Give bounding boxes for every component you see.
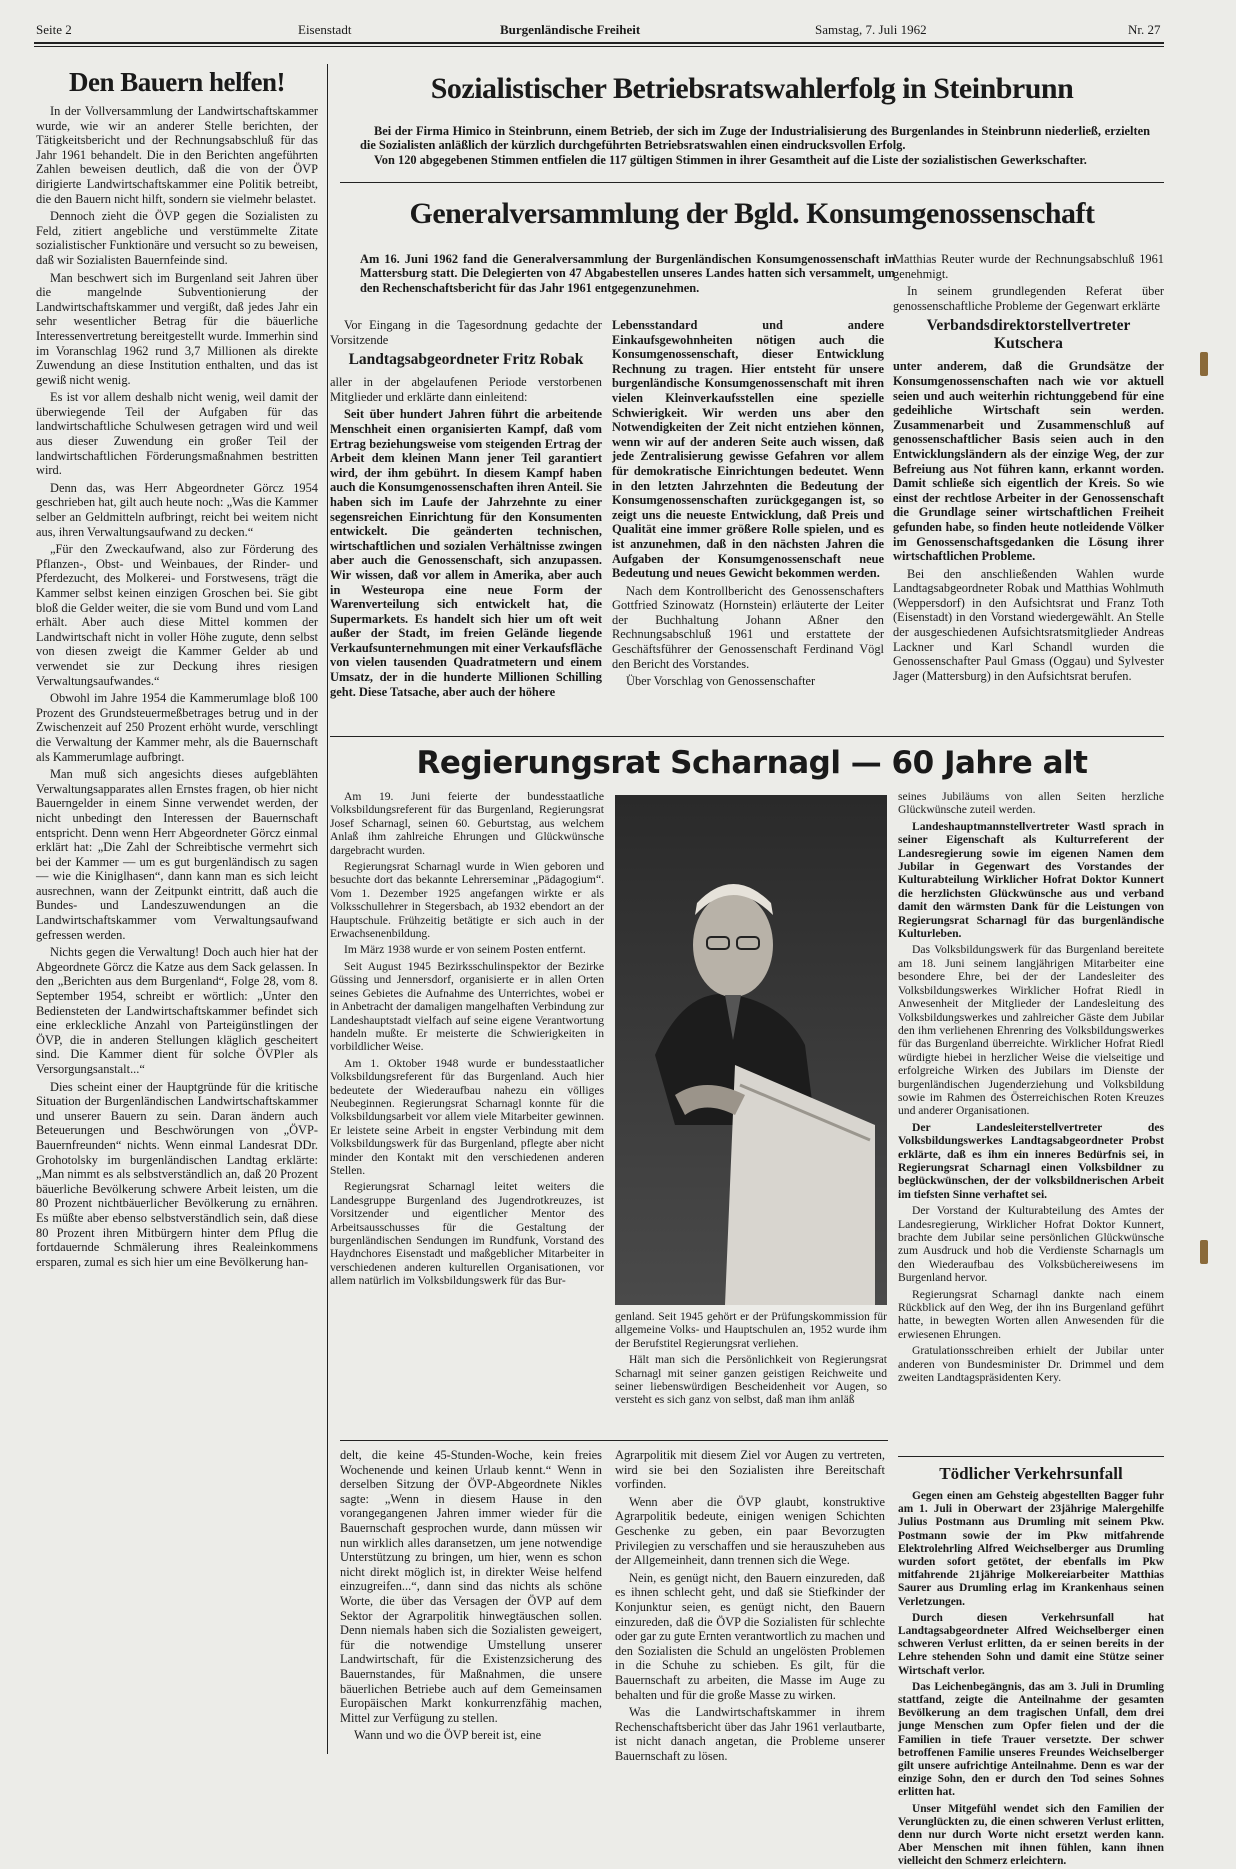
scharnagl-col-1 (330, 790, 604, 1288)
paragraph: Der Vorstand der Kulturabteilung des Amtes der Landesregierung, Wirklicher Hofrat Doktor Kunnert, brachte dem Jubilar seine persönlichen Glückwünsche zum Ausdruck und hob die Verdienste Scharnagls um den Wiederaufbau des Volksbüchereiwesens im Burgenland hervor. (898, 1204, 1164, 1285)
scharnagl-col-2 (615, 1310, 887, 1430)
paragraph: Über Vorschlag von Genossenschafter (626, 674, 816, 689)
paragraph: Hält man sich die Persönlichkeit von Regierungsrat Scharnagl mit seiner ganzen geistigen Reichweite und seiner liebenswürdigen Bescheidenheit vor Augen, so versteht es sich ganz von selbst, daß man ihm anläß (615, 1353, 887, 1407)
paragraph-bold: Unser Mitgefühl wendet sich den Familien der Verunglückten zu, die einen schweren Verlust erlitten, denn nur durch Worte nicht ersetzt werden kann. Aber Menschen mit ihnen fühlen, kann ihnen vielleicht den Schmerz erleichtern. (898, 1802, 1164, 1868)
paragraph: Dennoch zieht die ÖVP gegen die Sozialisten zu Feld, zitiert angebliche und verstümmelte Zitate sozialistischer Funktionäre und versucht so zu beweisen, daß wir Sozialisten Bauernfeinde sind. (36, 209, 318, 267)
konsum-col-3 (893, 252, 1164, 733)
paragraph-bold: unter anderem, daß die Grundsätze der Konsumgenossenschaften nach wie vor aktuell seien und auch weiterhin richtunggebend für eine gedeihliche Wirtschaft sein werden. Zusammenarbeit und Zusammenschluß auf genossenschaftlicher Basis seien auch in den Entwicklungsländern als der einzige Weg, der zur Befreiung aus Not führen kann, erkannt worden. Damit schließe sich eigentlich der Kreis. So wie einst der rechtlose Arbeiter in der Genossenschaft die Grundlage seiner wirtschaftlichen Freiheit gefunden habe, so finden heute notleidende Völker im Genossenschaftsgedanken die Lösung ihrer wirtschaftlichen Probleme. (893, 359, 1164, 564)
section-rule (898, 1456, 1164, 1457)
section-rule (330, 736, 1164, 737)
paragraph: Obwohl im Jahre 1954 die Kammerumlage bloß 100 Prozent des Grundsteuermeßbetrages betrug und in der Zwischenzeit auf 250 Prozent erhöht wurde, verschlingt die Verwaltung der Kammer mehr, als die Bauernschaft als Kammerumlage aufbringt. (36, 691, 318, 764)
header-rule (34, 42, 1164, 44)
paragraph: genland. Seit 1945 gehört er der Prüfungskommission für allgemeine Volks- und Hauptschulen an, 1952 wurde ihm der Berufstitel Regierungsrat verliehen. (615, 1310, 887, 1350)
header-rule-thin (34, 46, 1164, 47)
paragraph: delt, die keine 45-Stunden-Woche, kein freies Wochenende und keinen Urlaub kennt.“ Wenn in derselben Sitzung der ÖVP-Abgeordnete Nikles sagte: „Wenn in diesem Hause in den vorangegangenen Jahren immer wieder für die Bauernschaft gesprochen wurde, dann müssen wir nun wirklich alles daransetzen, um jene notwendige Unterstützung zu bringen, um hier, wenn es schon nicht direkt möglich ist, in direkter Weise helfend einzugreifen...“, dann sind das nichts als schöne Worte, die über das Versagen der ÖVP auf dem Sektor der Agrarpolitik hinwegtäuschen sollen. Denn niemals haben sich die Sozialisten geweigert, für die notwendige Umstellung unserer Landwirtschaft, für die Existenzsicherung des Bauernstandes, für Maßnahmen, die unsere bäuerlichen Betriebe auch auf dem Gemeinsamen Europäischen Markt konkurrenzfähig machen, Mittel zur Verfügung zu stellen. (340, 1448, 602, 1725)
konsum-lead: Am 16. Juni 1962 fand die Generalversammlung der Burgenländischen Konsumgenossenschaft in Mattersburg statt. Die Delegierten von 47 Abgabestellen unseres Landes hatten sich versammelt, um den Rechenschaftsbericht für das Jahr 1961 entgegenzunehmen. (360, 252, 895, 295)
paragraph: Vor Eingang in die Tagesordnung gedachte der Vorsitzende (330, 318, 602, 347)
paragraph: Im März 1938 wurde er von seinem Posten entfernt. (344, 943, 586, 957)
paragraph: Wann und wo die ÖVP bereit ist, eine (354, 1728, 542, 1743)
paragraph: Regierungsrat Scharnagl dankte nach einem Rückblick auf den Weg, der ihn ins Burgenland geführt hatte, in bewegten Worten allen Anwesenden für die erwiesenen Ehrungen. (898, 1287, 1164, 1341)
issue-date: Samstag, 7. Juli 1962 (815, 22, 927, 37)
konsum-col-1 (330, 318, 602, 733)
left-article-title: Den Bauern helfen! (69, 67, 285, 97)
paragraph: In seinem grundlegenden Referat über genossenschaftliche Probleme der Gegenwart erklärte (893, 284, 1164, 313)
paragraph: „Für den Zweckaufwand, also zur Förderung des Pflanzen-, Obst- und Weinbaues, der Rinder- und Pferdezucht, des Molkerei- und Forstwesens, trägt die Kammer selbst keinen einzigen Groschen bei. Sie gibt bloß die Gelder weiter, die sie vom Bund und vom Land erhält. Aber auch diese Mittel kommen der Landwirtschaft nicht in voller Höhe zugute, denn selbst von diesen zweigt die Kammer Gelder ab und verwendet sie zur Deckung ihres riesigen Verwaltungsaufwandes.“ (36, 542, 318, 688)
portrait-photo (615, 795, 887, 1305)
column-rule (327, 64, 328, 1754)
binding-clip (1200, 352, 1208, 376)
section-rule (340, 1440, 888, 1441)
paragraph: Wenn aber die ÖVP glaubt, konstruktive Agrarpolitik bedeute, einigen wenigen Schichten Geschenke zu geben, ein paar Bevorzugten Privilegien zu verschaffen und sie herauszuheben aus der Allgemeinheit, dann trennen sich die Wege. (615, 1494, 885, 1568)
paragraph: Bei der Firma Himico in Steinbrunn, einem Betrieb, der sich im Zuge der Industrialisierung des Burgenlandes in Steinbrunn niederließ, erzielten die Sozialisten anläßlich der kürzlich durchgeführten Betriebsratswahlen einen eindrucksvollen Erfolg. (360, 124, 1150, 153)
binding-clip (1200, 1240, 1208, 1264)
portrait-illustration (615, 795, 887, 1305)
paragraph-bold: Seit über hundert Jahren führt die arbeitende Menschheit einen organisierten Kampf, daß vom Ertrag beziehungsweise vom steigenden Ertrag der Arbeit dem kleinen Mann jener Teil garantiert wird, der ihm gebührt. In diesem Kampf haben auch die Konsumgenossenschaften ihren Anteil. Sie haben sich im Laufe der Jahrzehnte zu einer segensreichen Einrichtung für den Konsumenten entwickelt. Die geänderten technischen, wirtschaftlichen und sozialen Verhältnisse zwingen aber auch die Genossenschaft, sich anzupassen. Wir wissen, daß vor allem in Amerika, aber auch in Westeuropa eine neue Form der Warenverteilung sich entwickelt hat, die Supermarkets. Es handelt sich hier um oft weit außer der Stadt, im freien Gelände liegende Verkaufsunternehmungen mit einer Verkaufsfläche von vielen tausenden Quadratmetern und einem Umsatz, der in die hunderte Millionen Schilling geht. Diese Tatsache, aber auch der höhere (330, 407, 602, 699)
paragraph: Gratulationsschreiben erhielt der Jubilar unter anderen von Bundesminister Dr. Drimmel und dem zweiten Landtagspräsidenten Kery. (898, 1344, 1164, 1385)
paragraph: Man beschwert sich im Burgenland seit Jahren über die mangelnde Subventionierung der Landwirtschaftskammer und vergißt, daß jedes Jahr ein sehr wesentlicher Betrag für die bäuerliche Interessenvertretung bereitgestellt wurde. Immerhin sind im Voranschlag 1962 rund 3,7 Millionen als direkte Zuwendung an diese Institution enthalten, und das ist gewiß nicht wenig. (36, 270, 318, 387)
paragraph: Es ist vor allem deshalb nicht wenig, weil damit der überwiegende Teil der Aufgaben für das landwirtschaftliche Schulwesen getragen wird und weil aus dieser Zuwendung ein großer Teil der landwirtschaftlichen Förderungsmaßnahmen bestritten wird. (36, 390, 318, 478)
paragraph-bold: Durch diesen Verkehrsunfall hat Landtagsabgeordneter Alfred Weichselberger einen schweren Verlust erlitten, da er seinen bereits in der Lehre stehenden Sohn und damit eine Stütze seiner Wirtschaft verlor. (898, 1611, 1164, 1677)
paragraph: Dies scheint einer der Hauptgründe für die kritische Situation der Burgenländischen Landwirtschaftskammer und unserer Bauern zu sein. Daran ändern auch Beteuerungen und Beschwörungen von „ÖVP-Bauernfreunden“ nichts. Wenn einmal Landesrat DDr. Grohotolsky im burgenländischen Landtag erklärte: „Man nimmt es als selbstverständlich an, daß 20 Prozent bäuerliche Bevölkerung schwere Arbeit leisten, um die 80 Prozent nichtbäuerlicher Bevölkerung zu ernähren. Es müßte aber ebenso selbstverständlich sein, daß diese 80 Prozent ihren Mitbürgern hinter dem Pflug die fortdauernde Schmälerung ihres Realeinkommens ersparen, zumal es sich hier um eine Bevölkerung han- (36, 1079, 318, 1269)
paragraph: Agrarpolitik mit diesem Ziel vor Augen zu vertreten, wird sie bei den Sozialisten ihre Bereitschaft vorfinden. (615, 1448, 885, 1492)
subheading-robak: Landtagsabgeordneter Fritz Robak (348, 351, 584, 369)
paragraph: Matthias Reuter wurde der Rechnungsabschluß 1961 genehmigt. (893, 252, 1164, 281)
subheading-kutschera: Verbandsdirektorstellvertreter Kutschera (926, 317, 1131, 353)
paragraph: Bei den anschließenden Wahlen wurde Landtagsabgeordneter Robak und Matthias Wohlmuth (Weppersdorf) in den Aufsichtsrat und Franz Toth (Eisenstadt) in den Vorstand wiedergewählt. An Stelle der ausgeschiedenen Aufsichtsratsmitglieder Andreas Lackner und Karl Schandl wurden die Genossenschafter Paul Gmass (Oggau) und Sylvester Jager (Mattersburg) in den Aufsichtsrat berufen. (893, 566, 1164, 683)
scharnagl-col-3 (898, 790, 1164, 1452)
place-name: Eisenstadt (298, 22, 352, 37)
paragraph: Regierungsrat Scharnagl leitet weiters die Landesgruppe Burgenland des Jugendrotkreuzes, ist Vorsitzender und eigentlicher Mentor des Arbeitsausschusses für die Gestaltung der burgenländischen Sendungen im Rundfunk, Vorstand des Haydnchores Eisenstadt und maßgeblicher Mitarbeiter in verschiedenen anderen kulturellen Organisationen, vor allem natürlich im Volksbildungswerk für das Bur- (330, 1180, 604, 1288)
page-number: Seite 2 (36, 22, 72, 37)
paragraph: Nichts gegen die Verwaltung! Doch auch hier hat der Abgeordnete Görcz die Katze aus dem Sack gelassen. In den „Berichten aus dem Burgenland“, Folge 28, vom 8. September 1954, schreibt er wörtlich: „Unter den Bediensteten der Landwirtschaftskammer befindet sich eine erkleckliche Anzahl von Parteigünstlingen der ÖVP, die in anderen Stellungen kläglich gescheitert sind. Die Kammer dient für solche ÖVPler als Versorgungsanstalt...“ (36, 945, 318, 1076)
paragraph-bold: Das Leichenbegängnis, das am 3. Juli in Drumling stattfand, zeigte die Anteilnahme der gesamten Bevölkerung an dem tragischen Unfall, dem drei junge Menschen zum Opfer fielen und der die Familien in tiefe Trauer versetzte. Der schwer betroffenen Familie unseres Freundes Weichselberger gilt unsere aufrichtige Anteilnahme. Denn es war der einzige Sohn, den er durch den Tod seines Sohnes erlitten hat. (898, 1680, 1164, 1799)
paragraph: aller in der abgelaufenen Periode verstorbenen Mitglieder und erklärte dann einleitend: (330, 375, 602, 404)
paragraph: Regierungsrat Scharnagl wurde in Wien geboren und besuchte dort das bekannte Lehrerseminar „Pädagogium“. Vom 1. Dezember 1925 angefangen wirkte er als Volksschullehrer in Stegersbach, ab 1932 ebendort an der Hauptschule. Frühzeitig betätigte er sich auch in der Erwachsenenbildung. (330, 860, 604, 941)
paragraph: Nein, es genügt nicht, den Bauern einzureden, daß es ihnen schlecht geht, und daß sie Stiefkinder der Konjunktur seien, es genügt nicht, den Bauern einzureden, daß die ÖVP die Sozialisten für schlechte oder gar zu gute Ernten verantwortlich zu machen und den Sozialisten die Schuld an ungelösten Problemen in die Schuhe zu schieben. Es gilt, für die Bauernschaft zu arbeiten, die Masse im Auge zu behalten und für die große Masse zu wirken. (615, 1570, 885, 1702)
paragraph: In der Vollversammlung der Landwirtschaftskammer wurde, wie wir an anderer Stelle berichten, der Tätigkeitsbericht und der Rechnungsabschluß für das Jahr 1961 behandelt. Die in den Berichten angeführten Zahlen beweisen deutlich, daß die von der ÖVP dirigierte Landwirtschaftskammer eine Politik betreibt, die den Bauern nicht hilft, sondern sie vielmehr belastet. (36, 104, 318, 206)
paragraph: Am 19. Juni feierte der bundesstaatliche Volksbildungsreferent für das Burgenland, Regierungsrat Josef Scharnagl, seinen 60. Geburtstag, aus welchem Anlaß ihm zahlreiche Ehrungen und Glückwünsche dargebracht wurden. (330, 790, 604, 857)
unfall-body (898, 1490, 1164, 1868)
paragraph: Was die Landwirtschaftskammer in ihrem Rechenschaftsbericht über das Jahr 1961 verlautbarte, ist nicht danach angetan, die Probleme unserer Bauernschaft zu lösen. (615, 1705, 885, 1763)
section-rule (340, 182, 1164, 183)
issue-number: Nr. 27 (1128, 22, 1161, 37)
paragraph: Seit August 1945 Bezirksschulinspektor der Bezirke Güssing und Jennersdorf, organisierte er in allen Orten seines Gebietes die Aufnahme des Unterrichtes, wobei er in Anbetracht der damaligen mangelhaften Verbindung zur Landeshauptstadt vielfach auf seine eigene Verantwortung handeln mußte. Er meisterte die Schwierigkeiten in vorbildlicher Weise. (330, 959, 604, 1054)
paragraph-bold: Gegen einen am Gehsteig abgestellten Bagger fuhr am 1. Juli in Oberwart der 23jährige Malergehilfe Julius Postmann aus Drumling mit seinem Pkw. Postmann sowie der im Pkw mitfahrende Elektrolehrling Alfred Weichselberger aus Drumling wurden sofort getötet, der ebenfalls im Pkw mitfahrende 21jährige Molkereiarbeiter Matthias Saurer aus Drumling erlag im Krankenhaus seinen Verletzungen. (898, 1490, 1164, 1608)
paragraph-bold: Lebensstandard und andere Einkaufsgewohnheiten nötigen auch die Konsumgenossenschaft, dieser Entwicklung Rechnung zu tragen. Hier entsteht für unsere burgenländische Konsumgenossenschaft mit ihren vielen Kleinverkaufsstellen eine spezielle Schwierigkeit. Wir werden uns aber den Notwendigkeiten der Zeit nicht entziehen können, wenn wir auf der anderen Seite auch wissen, daß jede Zentralisierung gewisse Gefahren vor allem für demokratische Einrichtungen bedeutet. Wenn in den letzten Jahrzehnten die Bedeutung der Konsumgenossenschaften zurückgegangen ist, so zeigt uns die neueste Entwicklung, daß Preis und Qualität eine immer größere Rolle spielen, und es ist anzunehmen, daß in den nächsten Jahren die Aufgaben der Konsumgenossenschaft neue Bedeutung und neues Gewicht bekommen werden. (612, 318, 884, 581)
left-article-body (36, 104, 318, 1754)
left-article-continuation-1 (340, 1448, 602, 1748)
left-article-continuation-2 (615, 1448, 885, 1763)
konsum-title: Generalversammlung der Bgld. Konsumgenossenschaft (409, 197, 1095, 230)
steinbrunn-title: Sozialistischer Betriebsratswahlerfolg in Steinbrunn (430, 72, 1074, 105)
paragraph: Man muß sich angesichts dieses aufgeblähten Verwaltungsapparates allen Ernstes fragen, ob hier nicht Bauerngelder in einem Sinne verwendet werden, der nicht unbedingt den Interessen der Bauernschaft entspricht. Denn wenn Herr Abgeordneter Görcz einmal erklärt hat: „Die Zahl der Schreibtische vermehrt sich bei der Kammer — um es gut burgenländisch zu sagen — wie die Kiniglhasen“, dann kann man es sich leicht ausrechnen, wann der Zeitpunkt eintritt, daß auch die Bundes- und Landeszuwendungen an die Landwirtschaftskammer vom Verwaltungsaufwand gefressen werden. (36, 767, 318, 942)
paragraph: Das Volksbildungswerk für das Burgenland bereitete am 18. Juni seinem langjährigen Mitarbeiter eine besondere Ehre, bei der der Landesleiter des Volksbildungswerkes Wirklicher Hofrat Riedl in Anwesenheit der Mitglieder der Landesleitung des Volksbildungswerkes und zahlreicher Gäste dem Jubilar den ihm verliehenen Ehrenring des Volksbildungswerkes für das Burgenland überreichte. Wirklicher Hofrat Riedl würdigte hiebei in herzlicher Weise die vielseitige und erfolgreiche Wirken des Jubilars im Dienste der burgenländischen Jugenderziehung und Volksbildung sowie im Rahmen des Österreichischen Roten Kreuzes und anderer Organisationen. (898, 943, 1164, 1118)
paragraph-bold: Der Landesleiterstellvertreter des Volksbildungswerkes Landtagsabgeordneter Probst erklärte, daß es ihm ein inneres Bedürfnis sei, in Regierungsrat Scharnagl einen Volksbildner zu beglückwünschen, der der volksbildnerischen Arbeit im tiefsten Sinne verhaftet sei. (898, 1120, 1164, 1201)
paragraph: seines Jubiläums von allen Seiten herzliche Glückwünsche zuteil werden. (898, 790, 1164, 817)
paragraph: Denn das, was Herr Abgeordneter Görcz 1954 geschrieben hat, gilt auch heute noch: „Was die Kammer selber an Geldmitteln aufbringt, reicht bei weitem nicht aus, ihren Verwaltungsaufwand zu decken.“ (36, 480, 318, 539)
paragraph: Nach dem Kontrollbericht des Genossenschafters Gottfried Szinowatz (Hornstein) erläuterte der Leiter der Buchhaltung Johann Aßner den Rechnungsabschluß 1961 und erstattete der Geschäftsführer der Genossenschaft Ferdinand Vögl den Bericht des Vorstandes. (612, 583, 884, 671)
paragraph: Am 1. Oktober 1948 wurde er bundesstaatlicher Volksbildungsreferent für das Burgenland. Auch hier bedeutete der Wiederaufbau nahezu ein völliges Neubeginnen. Regierungsrat Scharnagl konnte für die Volksbildungsarbeit vor allem viele Mitarbeiter gewinnen. Er leistete seine Arbeit in engster Verbindung mit dem Volksbildungswerk für das Burgenland, pflegte aber nicht minder den Kontakt mit den verschiedenen anderen Stellen. (330, 1056, 604, 1177)
newspaper-name: Burgenländische Freiheit (500, 22, 641, 37)
steinbrunn-body (360, 124, 1150, 167)
scharnagl-title: Regierungsrat Scharnagl — 60 Jahre alt (416, 745, 1088, 781)
paragraph-bold: Landeshauptmannstellvertreter Wastl sprach in seiner Eigenschaft als Kulturreferent der Landesregierung sowie im eigenen Namen dem Jubilar in Gegenwart des Vorstandes der Kulturabteilung Wirklicher Hofrat Doktor Kunnert die herzlichsten Glückwünsche aus und verband damit den wärmsten Dank für die Leistungen von Regierungsrat Scharnagl für das burgenländische Kulturleben. (898, 819, 1164, 941)
paragraph: Von 120 abgegebenen Stimmen entfielen die 117 gültigen Stimmen in ihrer Gesamtheit auf die Liste der sozialistischen Gewerkschafter. (374, 152, 1087, 167)
konsum-col-2 (612, 318, 884, 733)
unfall-title: Tödlicher Verkehrsunfall (939, 1464, 1123, 1483)
